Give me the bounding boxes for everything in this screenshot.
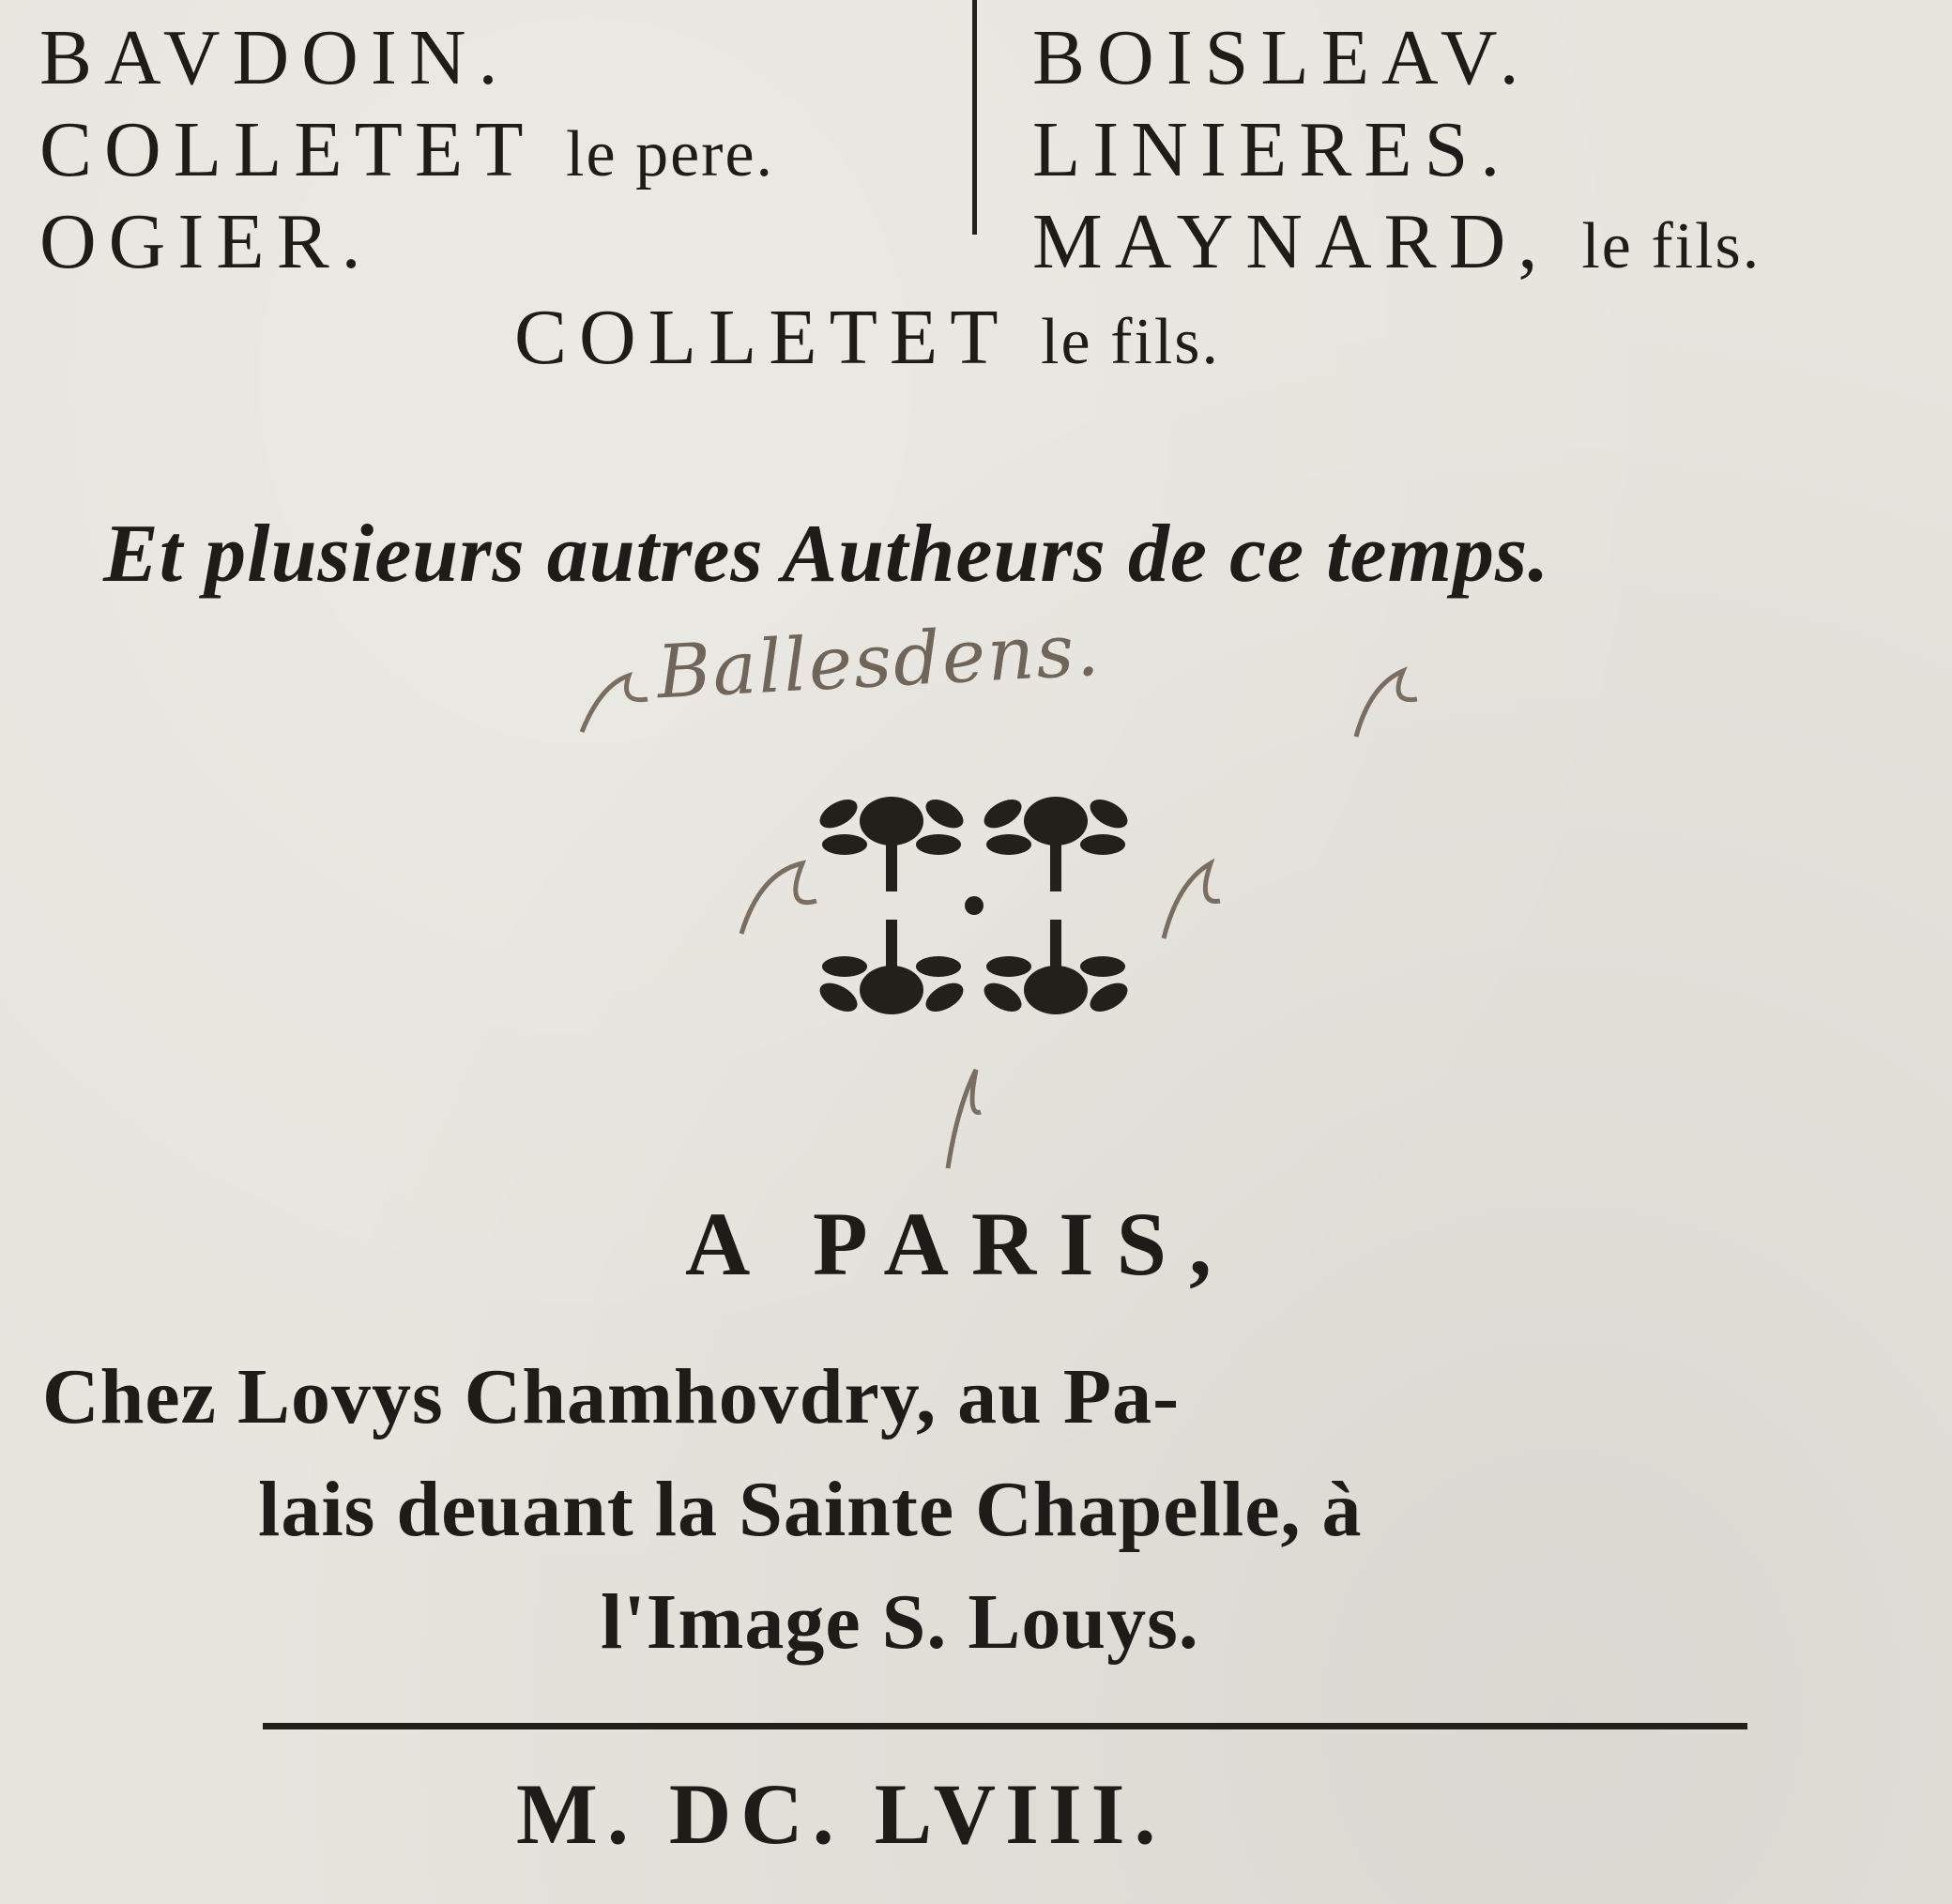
- tagline: Et plusieurs autres Autheurs de ce temps.: [103, 509, 1550, 600]
- horizontal-rule: [263, 1723, 1747, 1729]
- publication-year: M. DC. LVIII.: [516, 1766, 1166, 1862]
- author-colletet-name: COLLETET: [39, 106, 535, 193]
- author-colletet-suffix: le pere.: [566, 118, 775, 190]
- author-boisleau: BOISLEAV.: [1032, 14, 1532, 101]
- author-maynard-name: MAYNARD,: [1032, 198, 1550, 285]
- author-colletet-pere: [39, 106, 775, 193]
- imprint-line-3: l'Image S. Louys.: [601, 1578, 1199, 1666]
- handwritten-mark-right-icon: [1145, 845, 1229, 948]
- column-divider: [972, 0, 977, 235]
- author-baudoin: BAVDOIN.: [39, 14, 511, 101]
- handwritten-inscription: Ballesdens.: [654, 607, 1104, 716]
- imprint-line-1: Chez Lovys Chamhovdry, au Pa-: [42, 1353, 1181, 1440]
- author-colletet-fils: [514, 294, 1221, 381]
- handwritten-flourish-right-icon: [1333, 647, 1436, 751]
- handwritten-flourish-left-icon: [563, 647, 676, 751]
- handwritten-mark-bottom-icon: [934, 1060, 990, 1173]
- author-maynard-fils: [1032, 198, 1761, 285]
- author-linieres: LINIERES.: [1032, 106, 1513, 193]
- printers-ornament-icon: [816, 741, 1136, 1070]
- author-maynard-suffix: le fils.: [1581, 210, 1761, 282]
- handwritten-mark-left-icon: [727, 845, 831, 948]
- imprint-city: A PARIS,: [685, 1194, 1234, 1294]
- author-ogier: OGIER.: [39, 198, 374, 285]
- author-center-name: COLLETET: [514, 294, 1010, 381]
- imprint-line-2: lais deuant la Sainte Chapelle, à: [258, 1466, 1363, 1553]
- author-center-suffix: le fils.: [1041, 306, 1221, 378]
